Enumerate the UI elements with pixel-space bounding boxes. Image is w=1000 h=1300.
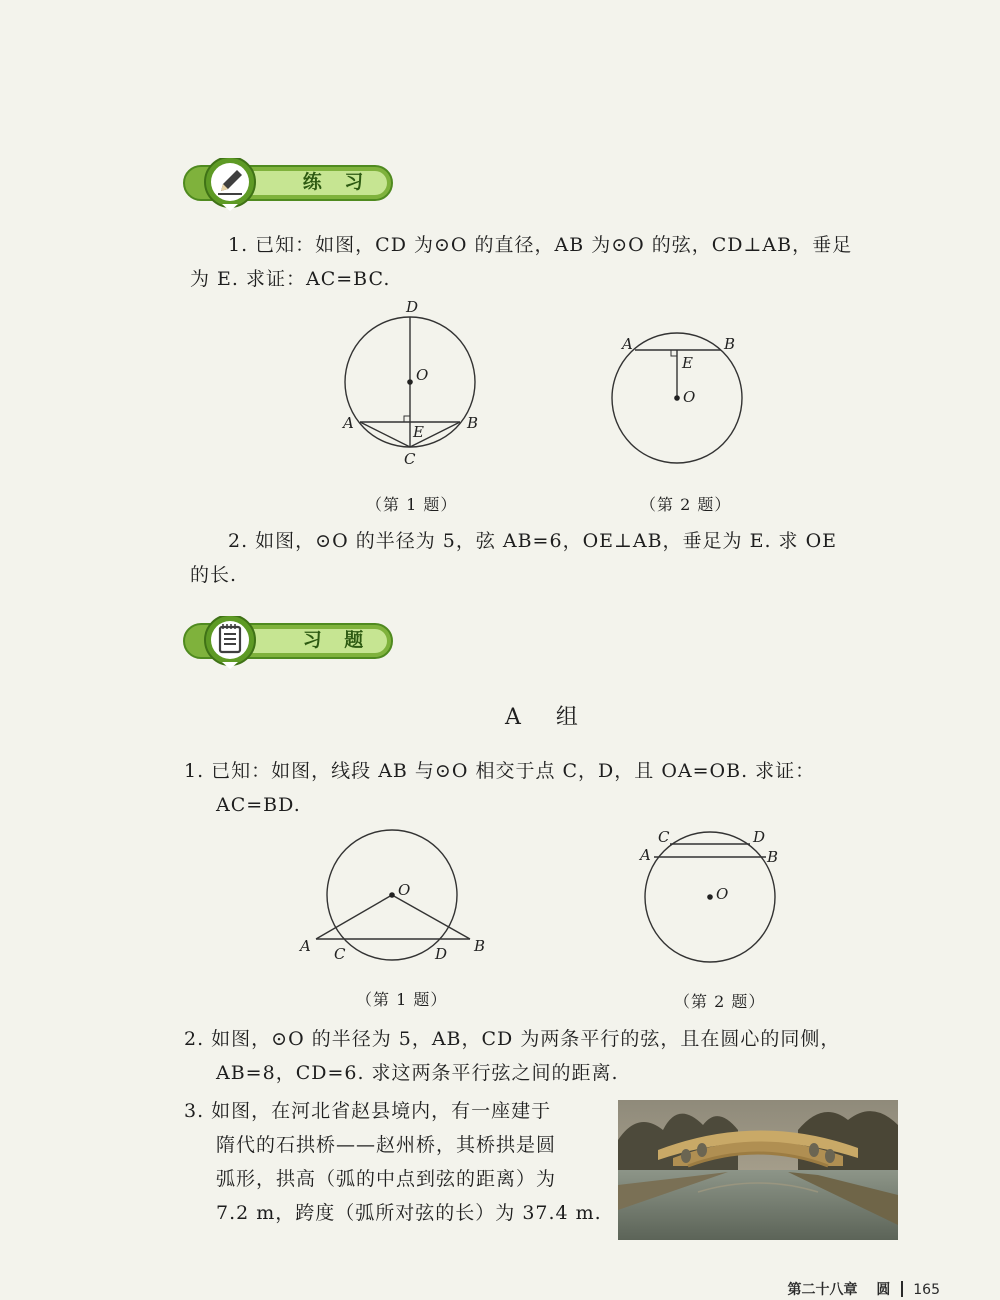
exercise-fig2-caption: （第 2 题） (674, 992, 766, 1011)
label-a: A (640, 846, 651, 864)
exercise-q3-line3: 弧形，拱高（弧的中点到弦的距离）为 (216, 1168, 557, 1190)
exercise-fig1-caption: （第 1 题） (356, 990, 448, 1009)
footer-chapter: 第二十八章 (787, 1282, 858, 1298)
label-a: A (300, 937, 311, 955)
center-dot (674, 395, 680, 401)
center-dot (389, 892, 395, 898)
label-b: B (474, 937, 486, 955)
label-d: D (406, 300, 419, 316)
label-b: B (724, 335, 736, 353)
exercise-q2-line2: AB=8，CD=6. 求这两条平行弦之间的距离. (216, 1062, 619, 1084)
label-a: A (622, 335, 633, 353)
label-b: B (467, 414, 479, 432)
practice-fig1-caption: （第 1 题） (366, 495, 458, 514)
practice-q2-line1: 2. 如图，⊙O 的半径为 5，弦 AB=6，OE⊥AB，垂足为 E. 求 OE (228, 530, 838, 552)
right-angle-mark (671, 350, 677, 356)
right-angle-mark (404, 416, 410, 422)
bridge-photo (618, 1100, 898, 1240)
label-c: C (404, 450, 416, 468)
exercise-q3-line1: 3. 如图，在河北省赵县境内，有一座建于 (184, 1100, 552, 1122)
exercise-figure-1 (290, 825, 500, 970)
practice-badge (182, 158, 397, 206)
center-dot (707, 894, 713, 900)
practice-q2-line2: 的长. (190, 564, 238, 586)
footer-separator (901, 1281, 903, 1297)
label-d: D (753, 828, 766, 846)
label-e: E (682, 354, 693, 372)
exercise-q3-line2: 隋代的石拱桥——赵州桥，其桥拱是圆 (216, 1134, 557, 1156)
segment-ob (392, 895, 470, 939)
practice-q1-line2: 为 E. 求证：AC=BC. (190, 268, 391, 290)
label-c: C (658, 828, 670, 846)
label-o: O (716, 885, 729, 903)
group-title: A 组 (505, 705, 592, 730)
practice-fig2-caption: （第 2 题） (640, 495, 732, 514)
page-number: 165 (913, 1282, 940, 1298)
label-a: A (343, 414, 354, 432)
exercises-badge (182, 616, 397, 664)
exercise-q1-line2: AC=BD. (216, 794, 301, 816)
exercises-label: 习 题 (302, 629, 372, 651)
practice-q1-line1: 1. 已知：如图，CD 为⊙O 的直径，AB 为⊙O 的弦，CD⊥AB，垂足 (228, 234, 853, 256)
exercise-figure-2 (630, 825, 790, 970)
exercise-q3-line4: 7.2 m，跨度（弧所对弦的长）为 37.4 m. (216, 1202, 602, 1224)
exercise-q2-line1: 2. 如图，⊙O 的半径为 5，AB，CD 为两条平行的弦，且在圆心的同侧， (184, 1028, 841, 1050)
label-o: O (398, 881, 411, 899)
label-e: E (413, 423, 424, 441)
label-o: O (683, 388, 696, 406)
center-dot (407, 379, 413, 385)
label-c: C (334, 945, 346, 963)
label-b: B (767, 848, 779, 866)
label-o: O (416, 366, 429, 384)
label-d: D (435, 945, 448, 963)
practice-figure-1 (330, 300, 490, 470)
practice-label: 练 习 (302, 171, 372, 193)
exercise-q1-line1: 1. 已知：如图，线段 AB 与⊙O 相交于点 C，D，且 OA=OB. 求证： (184, 760, 816, 782)
practice-figure-2 (605, 330, 755, 470)
footer-topic: 圆 (876, 1282, 891, 1298)
page-footer (787, 1279, 940, 1299)
segment-ac (360, 422, 410, 447)
